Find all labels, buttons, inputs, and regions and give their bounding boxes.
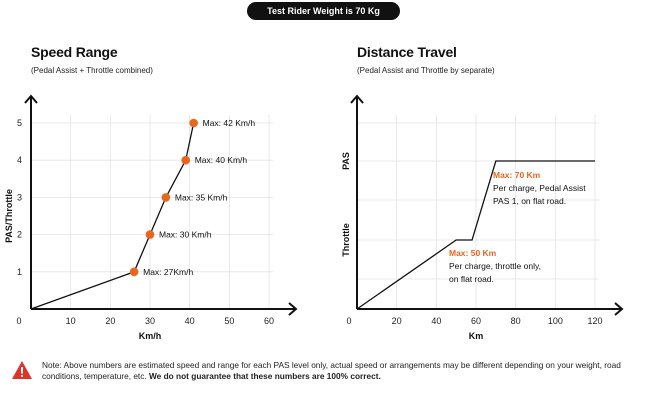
speed-chart-subtitle: (Pedal Assist + Throttle combined) [31, 66, 153, 75]
distance-y-label-pas: PAS [341, 152, 351, 170]
speed-x-tick-label: 30 [144, 316, 156, 326]
distance-annotation-title: Max: 70 Km [493, 170, 541, 180]
speed-x-axis-title: Km/h [138, 331, 162, 341]
speed-chart-title: Speed Range [31, 44, 118, 60]
distance-x-tick-label: 60 [470, 316, 482, 326]
distance-annotation-line: Per charge, Pedal Assist [493, 183, 586, 193]
distance-annotation-line: Per charge, throttle only, [449, 261, 541, 271]
speed-point-label: Max: 30 Km/h [159, 229, 212, 240]
distance-x-tick-label: 120 [587, 316, 603, 326]
distance-x-axis-title: Km [468, 331, 484, 341]
speed-point-label: Max: 35 Km/h [174, 192, 228, 203]
speed-x-tick-label: 60 [263, 316, 275, 326]
speed-y-tick-label: 4 [16, 155, 22, 166]
distance-x-tick-label: 80 [510, 316, 521, 326]
speed-point-label: Max: 42 Km/h [202, 118, 256, 128]
rider-weight-badge: Test Rider Weight is 70 Kg [247, 2, 400, 20]
speed-y-tick-label: 1 [16, 266, 22, 277]
distance-annotation-line: PAS 1, on flat road. [493, 196, 567, 206]
distance-y-label-throttle: Throttle [341, 223, 351, 257]
distance-x-tick-label: 40 [431, 316, 442, 326]
speed-x-tick-label: 40 [184, 316, 195, 326]
speed-point-label: Max: 40 Km/h [194, 155, 248, 166]
speed-x-tick-label: 20 [105, 316, 116, 326]
distance-x-tick-label: 0 [346, 316, 352, 326]
speed-y-tick-label: 2 [16, 229, 22, 240]
speed-x-tick-label: 50 [224, 316, 235, 326]
distance-chart-title: Distance Travel [357, 44, 457, 60]
warning-icon [11, 360, 33, 380]
distance-annotation-line: on flat road. [449, 274, 494, 284]
disclaimer-bold: We do not guarantee that these numbers are 100% correct. [149, 371, 381, 381]
distance-chart-subtitle: (Pedal Assist and Throttle by separate) [357, 66, 495, 75]
speed-x-tick-label: 0 [16, 316, 22, 326]
speed-x-tick-label: 10 [65, 316, 76, 326]
distance-x-tick-label: 20 [391, 316, 402, 326]
speed-point-label: Max: 27Km/h [143, 266, 194, 277]
disclaimer-note [42, 360, 642, 382]
distance-x-tick-label: 100 [547, 316, 563, 326]
speed-y-axis-title: PAS/Throttle [4, 189, 14, 243]
speed-y-tick-label: 3 [16, 192, 22, 203]
distance-annotation-title: Max: 50 Km [449, 248, 497, 258]
speed-y-tick-label: 5 [16, 118, 22, 128]
disclaimer-text: Note: Above numbers are estimated speed and range for each PAS level only, actual speed or arrangements may be different depending on your weight, road conditions, temperature, etc. [42, 360, 621, 381]
